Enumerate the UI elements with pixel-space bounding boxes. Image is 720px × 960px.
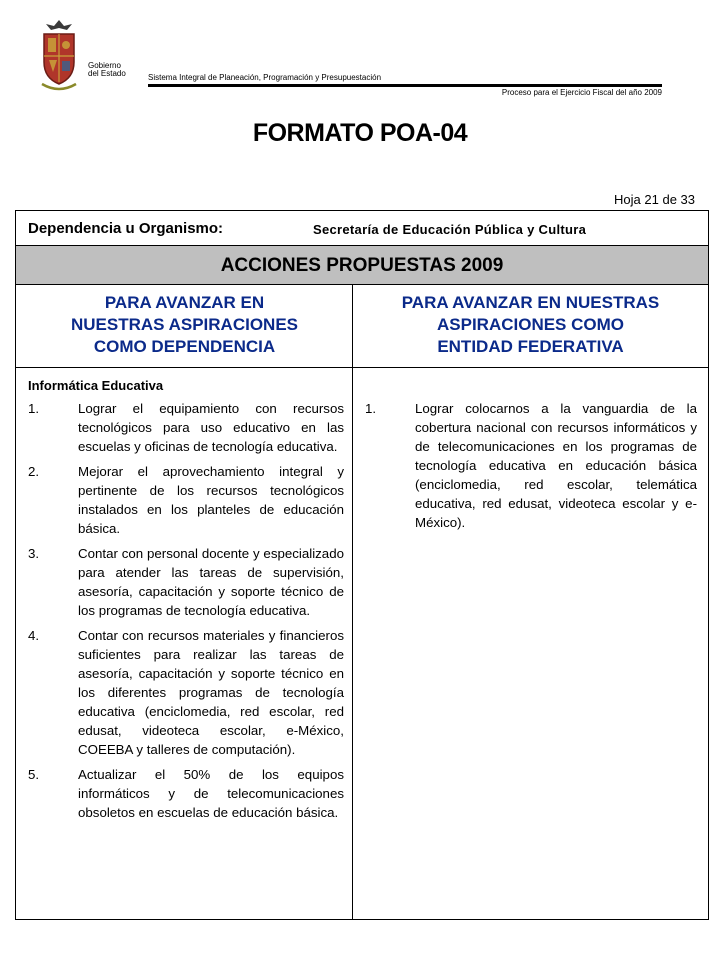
- list-item: 3. Contar con personal docente y especializado para atender las tareas de supervisión, asesoría, capacitación y soporte técnico de los programas de tecnología educativa.: [28, 546, 344, 618]
- list-item: 1. Lograr el equipamiento con recursos tecnológicos para uso educativo en las escuelas y oficinas de tecnología educativa.: [28, 401, 344, 454]
- government-label: Gobierno del Estado: [88, 61, 126, 78]
- dependency-value: Secretaría de Educación Pública y Cultura: [313, 222, 587, 237]
- form-table: [15, 210, 709, 920]
- list-item: 2. Mejorar el aprovechamiento integral y pertinente de los recursos tecnológicos instalados en los planteles de educación básica.: [28, 464, 344, 536]
- left-column-body: [28, 376, 344, 828]
- dependency-row: [16, 211, 708, 246]
- list-item: 1. Lograr colocarnos a la vanguardia de la cobertura nacional con recursos informáticos y de telecomunicaciones en los programas de tecnología educativa en educación básica (enciclomedia, red escolar, telemática educativa, red edusat, videoteca escolar y e-México).: [365, 401, 697, 530]
- section-title: Informática Educativa: [28, 378, 164, 393]
- state-seal-logo: [38, 18, 80, 96]
- eagle-icon: [46, 20, 72, 30]
- system-name: Sistema Integral de Planeación, Programación y Presupuestación: [148, 73, 382, 82]
- page-title: FORMATO POA-04: [252, 119, 468, 147]
- left-column-heading: PARA AVANZAR EN NUESTRAS ASPIRACIONES COMO DEPENDENCIA: [16, 285, 353, 368]
- list-item: 4. Contar con recursos materiales y financieros suficientes para realizar las tareas de asesoría, capacitación y soporte técnico en los diferentes programas de tecnología educativa (enciclomedia, red escolar, red edusat, videoteca escolar, e-México, COEEBA y talleres de computación).: [28, 628, 344, 757]
- page-indicator: Hoja 21 de 33: [614, 192, 695, 207]
- list-item: 5. Actualizar el 50% de los equipos informáticos y de telecomunicaciones obsoletos en escuelas de educación básica.: [28, 767, 344, 820]
- right-column-body: [365, 399, 697, 538]
- actions-title: ACCIONES PROPUESTAS 2009: [16, 246, 708, 285]
- dependency-label: Dependencia u Organismo:: [28, 220, 224, 237]
- header-rule: [148, 84, 662, 87]
- right-column-heading: PARA AVANZAR EN NUESTRAS ASPIRACIONES COMO ENTIDAD FEDERATIVA: [353, 285, 708, 368]
- process-label: Proceso para el Ejercicio Fiscal del año 2009: [501, 88, 662, 97]
- column-divider: [352, 285, 353, 919]
